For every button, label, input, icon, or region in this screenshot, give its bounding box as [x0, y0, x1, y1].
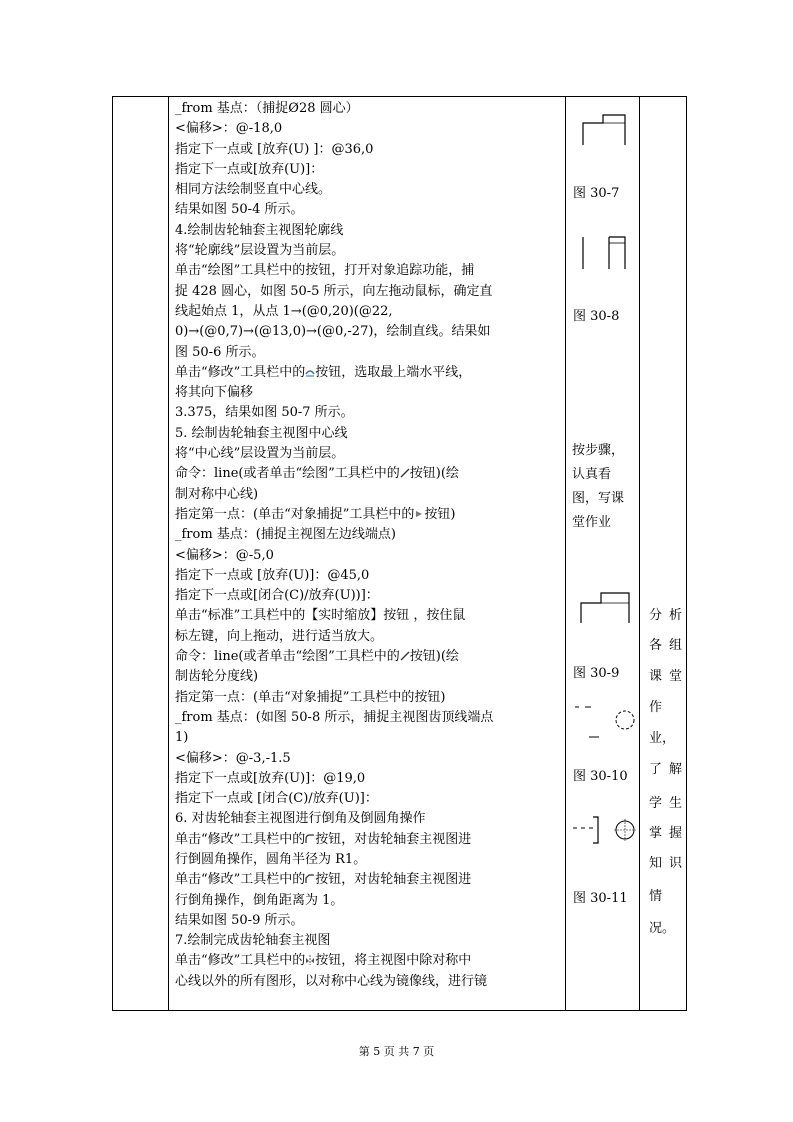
- text-line: 单击“标准”工具栏中的【实时缩放】按钮 ，按住鼠: [175, 608, 466, 624]
- summary-char: 堂: [669, 669, 683, 684]
- text-line: <偏移>：@-3,-1.5: [175, 750, 291, 766]
- text-line: 6. 对齿轮轴套主视图进行倒角及倒圆角操作: [175, 811, 426, 827]
- text-line: 制对称中心线): [175, 486, 259, 502]
- figure-30-10-drawing: [571, 697, 639, 743]
- text-segment: 单击“修改”工具栏中的: [175, 872, 306, 888]
- text-line: _from 基点：(捕捉主视图左边线端点): [175, 527, 396, 543]
- text-segment: 按钮)(绘: [409, 466, 459, 482]
- text-line: 将“轮廓线”层设置为当前层。: [175, 243, 345, 259]
- procedure-text: [175, 99, 565, 992]
- text-segment: 单击“修改”工具栏中的: [175, 953, 306, 969]
- note-line: 堂作业: [572, 515, 612, 530]
- text-line: <偏移>：@-5,0: [175, 547, 274, 563]
- line-icon: [400, 468, 410, 478]
- summary-char: 学: [649, 796, 663, 811]
- summary-char: 析: [669, 608, 683, 623]
- text-line: 指定下一点或[闭合(C)/放弃(U))]：: [175, 588, 379, 604]
- figure-30-9-drawing: [579, 589, 635, 625]
- text-line: 4.绘制齿轮轴套主视图轮廓线: [175, 222, 344, 238]
- text-line: [175, 870, 565, 890]
- text-line: 标左键，向上拖动，进行适当放大。: [175, 628, 384, 644]
- text-line: 心线以外的所有图形，以对称中心线为镜像线，进行镜: [175, 973, 488, 989]
- summary-char: 生: [669, 796, 683, 811]
- note-line: 图，写课: [572, 491, 625, 506]
- figure-30-7-drawing: [581, 111, 631, 147]
- figure-30-7-caption: 图 30-7: [573, 186, 620, 201]
- summary-char: 业，: [649, 731, 676, 746]
- summary-char: 了: [649, 762, 663, 777]
- text-line: 制齿轮分度线): [175, 669, 259, 685]
- figure-30-9-caption: 图 30-9: [573, 666, 620, 681]
- fillet-icon: [305, 834, 315, 844]
- summary-char: 课: [649, 669, 663, 684]
- task-note: [572, 439, 624, 535]
- offset-icon: [305, 367, 315, 377]
- text-line: 将“中心线”层设置为当前层。: [175, 446, 345, 462]
- text-segment: 指定第一点：(单击“对象捕捉”工具栏中的: [175, 506, 415, 522]
- text-line: [175, 830, 565, 850]
- text-line: 指定下一点或 [放弃(U) ]：@36,0: [175, 141, 374, 157]
- text-line: 线起始点 1，从点 1→(@0,20)(@22,: [175, 303, 393, 319]
- summary-char: 组: [669, 638, 683, 653]
- text-line: 行倒角操作，倒角距离为 1。: [175, 892, 344, 908]
- summary-char: 情: [649, 889, 663, 904]
- text-segment: 单击“修改”工具栏中的: [175, 831, 306, 847]
- text-line: 将其向下偏移: [175, 385, 254, 401]
- text-segment: 命令：line(或者单击“绘图”工具栏中的: [175, 649, 400, 665]
- summary-char: 况。: [649, 921, 676, 936]
- summary-char: 识: [669, 856, 683, 871]
- text-segment: 按钮，对齿轮轴套主视图进: [315, 831, 472, 847]
- text-line: 5. 绘制齿轮轴套主视图中心线: [175, 425, 348, 441]
- text-line: 指定第一点：(单击“对象捕捉”工具栏中的按钮): [175, 689, 446, 705]
- snap-icon: [414, 509, 424, 519]
- text-line: [175, 647, 565, 667]
- summary-char: 作: [649, 700, 663, 715]
- text-line: 结果如图 50-9 所示。: [175, 912, 304, 928]
- figure-30-8-caption: 图 30-8: [573, 309, 620, 324]
- text-line: 0)→(@0,7)→(@13,0)→(@0,-27)，绘制直线。结果如: [175, 324, 491, 340]
- text-line: 指定下一点或[放弃(U)]：@19,0: [175, 770, 366, 786]
- text-line: 相同方法绘制竖直中心线。: [175, 182, 332, 198]
- summary-char: 分: [649, 608, 663, 623]
- column-divider: [565, 97, 566, 1010]
- summary-char: 掌: [649, 826, 663, 841]
- chamfer-icon: [305, 874, 315, 884]
- text-line: 指定下一点或 [闭合(C)/放弃(U)]：: [175, 791, 378, 807]
- summary-char: 握: [669, 826, 683, 841]
- text-line: _from 基点：(如图 50-8 所示，捕捉主视图齿顶线端点: [175, 709, 494, 725]
- text-line: [175, 464, 565, 484]
- summary-char: 知: [649, 856, 663, 871]
- note-line: 认真看: [572, 467, 612, 482]
- lesson-table: [112, 96, 687, 1011]
- text-line: 1): [175, 730, 189, 746]
- text-line: [175, 951, 565, 971]
- text-line: 7.绘制完成齿轮轴套主视图: [175, 933, 331, 949]
- text-line: <偏移>：@-18,0: [175, 121, 283, 137]
- figure-30-10-caption: 图 30-10: [573, 769, 628, 784]
- figure-30-8-drawing: [581, 229, 631, 271]
- column-divider: [168, 97, 169, 1010]
- text-line: [175, 505, 565, 525]
- page-footer: 第 5 页 共 7 页: [358, 1045, 435, 1058]
- text-line: 图 50-6 所示。: [175, 344, 265, 360]
- text-line: 捉 428 圆心，如图 50-5 所示，向左拖动鼠标，确定直: [175, 283, 493, 299]
- line-icon: [400, 651, 410, 661]
- column-divider: [639, 97, 640, 1010]
- summary-char: 解: [669, 762, 683, 777]
- text-line: 行倒圆角操作，圆角半径为 R1。: [175, 851, 367, 867]
- figure-30-11-caption: 图 30-11: [573, 891, 628, 906]
- text-segment: 按钮，选取最上端水平线，: [315, 364, 472, 380]
- text-segment: 命令：line(或者单击“绘图”工具栏中的: [175, 466, 400, 482]
- text-segment: 按钮): [424, 506, 456, 522]
- text-line: 单击“绘图”工具栏中的按钮，打开对象追踪功能，捕: [175, 263, 475, 279]
- text-line: [175, 363, 565, 383]
- text-line: 指定下一点或[放弃(U)]：: [175, 161, 324, 177]
- note-line: 按步骤，: [572, 443, 625, 458]
- figure-30-11-drawing: [571, 813, 639, 849]
- text-line: 指定下一点或 [放弃(U)]：@45,0: [175, 567, 370, 583]
- text-segment: 按钮，将主视图中除对称中: [315, 953, 472, 969]
- text-segment: 按钮)(绘: [409, 649, 459, 665]
- text-line: _from 基点：（捕捉Ø28 圆心）: [175, 101, 359, 116]
- text-line: 3.375，结果如图 50-7 所示。: [175, 405, 354, 421]
- text-line: 结果如图 50-4 所示。: [175, 202, 304, 218]
- text-segment: 按钮，对齿轮轴套主视图进: [315, 872, 472, 888]
- mirror-icon: [305, 955, 315, 965]
- text-segment: 单击“修改”工具栏中的: [175, 364, 306, 380]
- summary-char: 各: [649, 638, 663, 653]
